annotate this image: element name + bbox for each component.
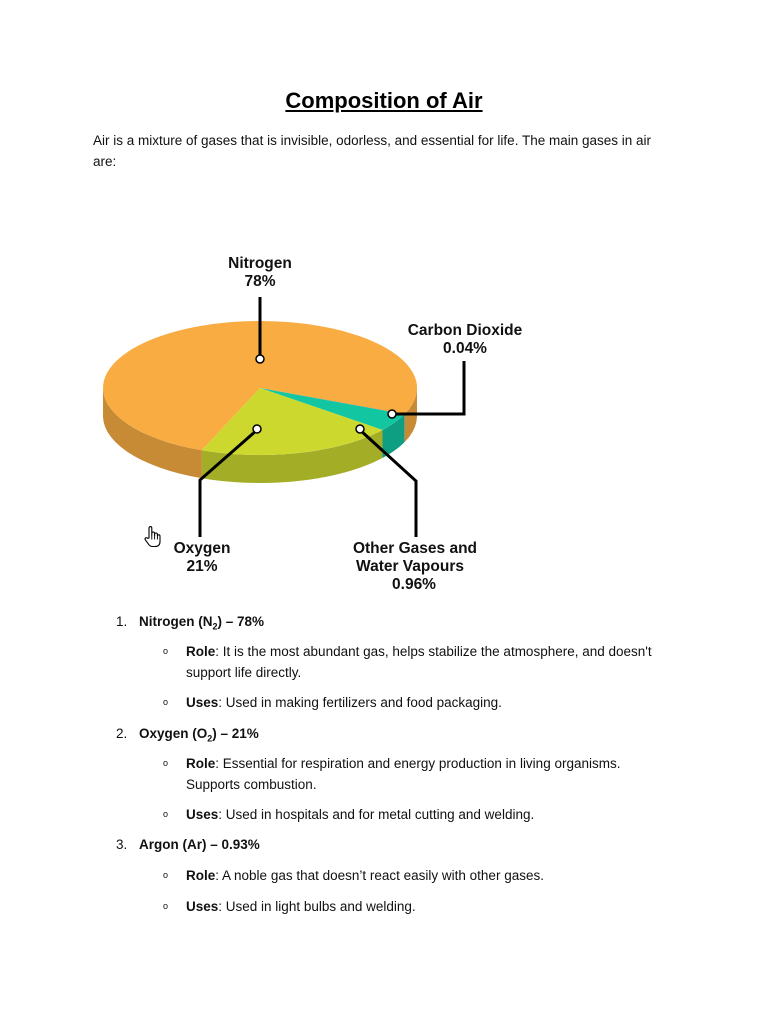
bullet-mark: o [163, 809, 169, 819]
gas-percent: ) – 78% [217, 614, 265, 629]
gas-name: Oxygen (O [139, 726, 208, 741]
gas-name: Argon (Ar) – 0.93% [139, 837, 260, 852]
gas-percent: ) – 21% [212, 726, 259, 741]
role-text: : Essential for respiration and energy production in living organisms. Supports combustion. [186, 756, 621, 792]
bullet-mark: o [163, 646, 169, 656]
bullet-mark: o [163, 870, 169, 880]
role-text: : A noble gas that doesn’t react easily with other gases. [215, 868, 544, 883]
label-nitrogen-name: Nitrogen [228, 255, 292, 272]
subscript: 2 [207, 733, 213, 744]
dot-other-gases [356, 425, 364, 433]
intro-paragraph: Air is a mixture of gases that is invisible, odorless, and essential for life. The main gases in air are: [93, 133, 652, 169]
list-item-argon-heading [116, 837, 260, 852]
label-oxygen-name: Oxygen [173, 540, 231, 557]
list-item-oxygen-heading [116, 726, 259, 744]
list-item-nitrogen-heading [116, 614, 264, 632]
label-nitrogen-value: 78% [244, 273, 276, 290]
label-other-gases-name: Other Gases and [352, 540, 478, 557]
subscript: 2 [212, 621, 218, 632]
label-carbon-dioxide-value: 0.04% [443, 340, 487, 357]
uses-label: Uses [186, 807, 219, 822]
page-title: Composition of Air [285, 88, 483, 113]
uses-text: : Used in hospitals and for metal cutting and welding. [218, 807, 535, 822]
label-oxygen-value: 21% [186, 558, 218, 575]
dot-nitrogen [256, 355, 264, 363]
role-text: : It is the most abundant gas, helps stabilize the atmosphere, and doesn't support life directly. [186, 644, 652, 680]
air-composition-pie-chart [90, 240, 550, 605]
label-carbon-dioxide-name: Carbon Dioxide [407, 322, 523, 339]
uses-text: : Used in making fertilizers and food packaging. [218, 695, 502, 710]
gas-name: Nitrogen (N [139, 614, 213, 629]
role-label: Role [186, 756, 216, 771]
bullet-mark: o [163, 697, 169, 707]
label-other-gases-name2: Water Vapours [356, 558, 464, 575]
bullet-mark: o [163, 901, 169, 911]
role-label: Role [186, 868, 216, 883]
uses-label: Uses [186, 695, 219, 710]
bullet-mark: o [163, 758, 169, 768]
role-label: Role [186, 644, 216, 659]
dot-oxygen [253, 425, 261, 433]
dot-carbon-dioxide [388, 410, 396, 418]
list-number: 1. [116, 614, 128, 629]
list-number: 3. [116, 837, 128, 852]
label-other-gases-value: 0.96% [392, 576, 436, 593]
uses-text: : Used in light bulbs and welding. [218, 899, 416, 914]
hand-cursor-icon [142, 525, 164, 549]
uses-label: Uses [186, 899, 219, 914]
list-number: 2. [116, 726, 128, 741]
